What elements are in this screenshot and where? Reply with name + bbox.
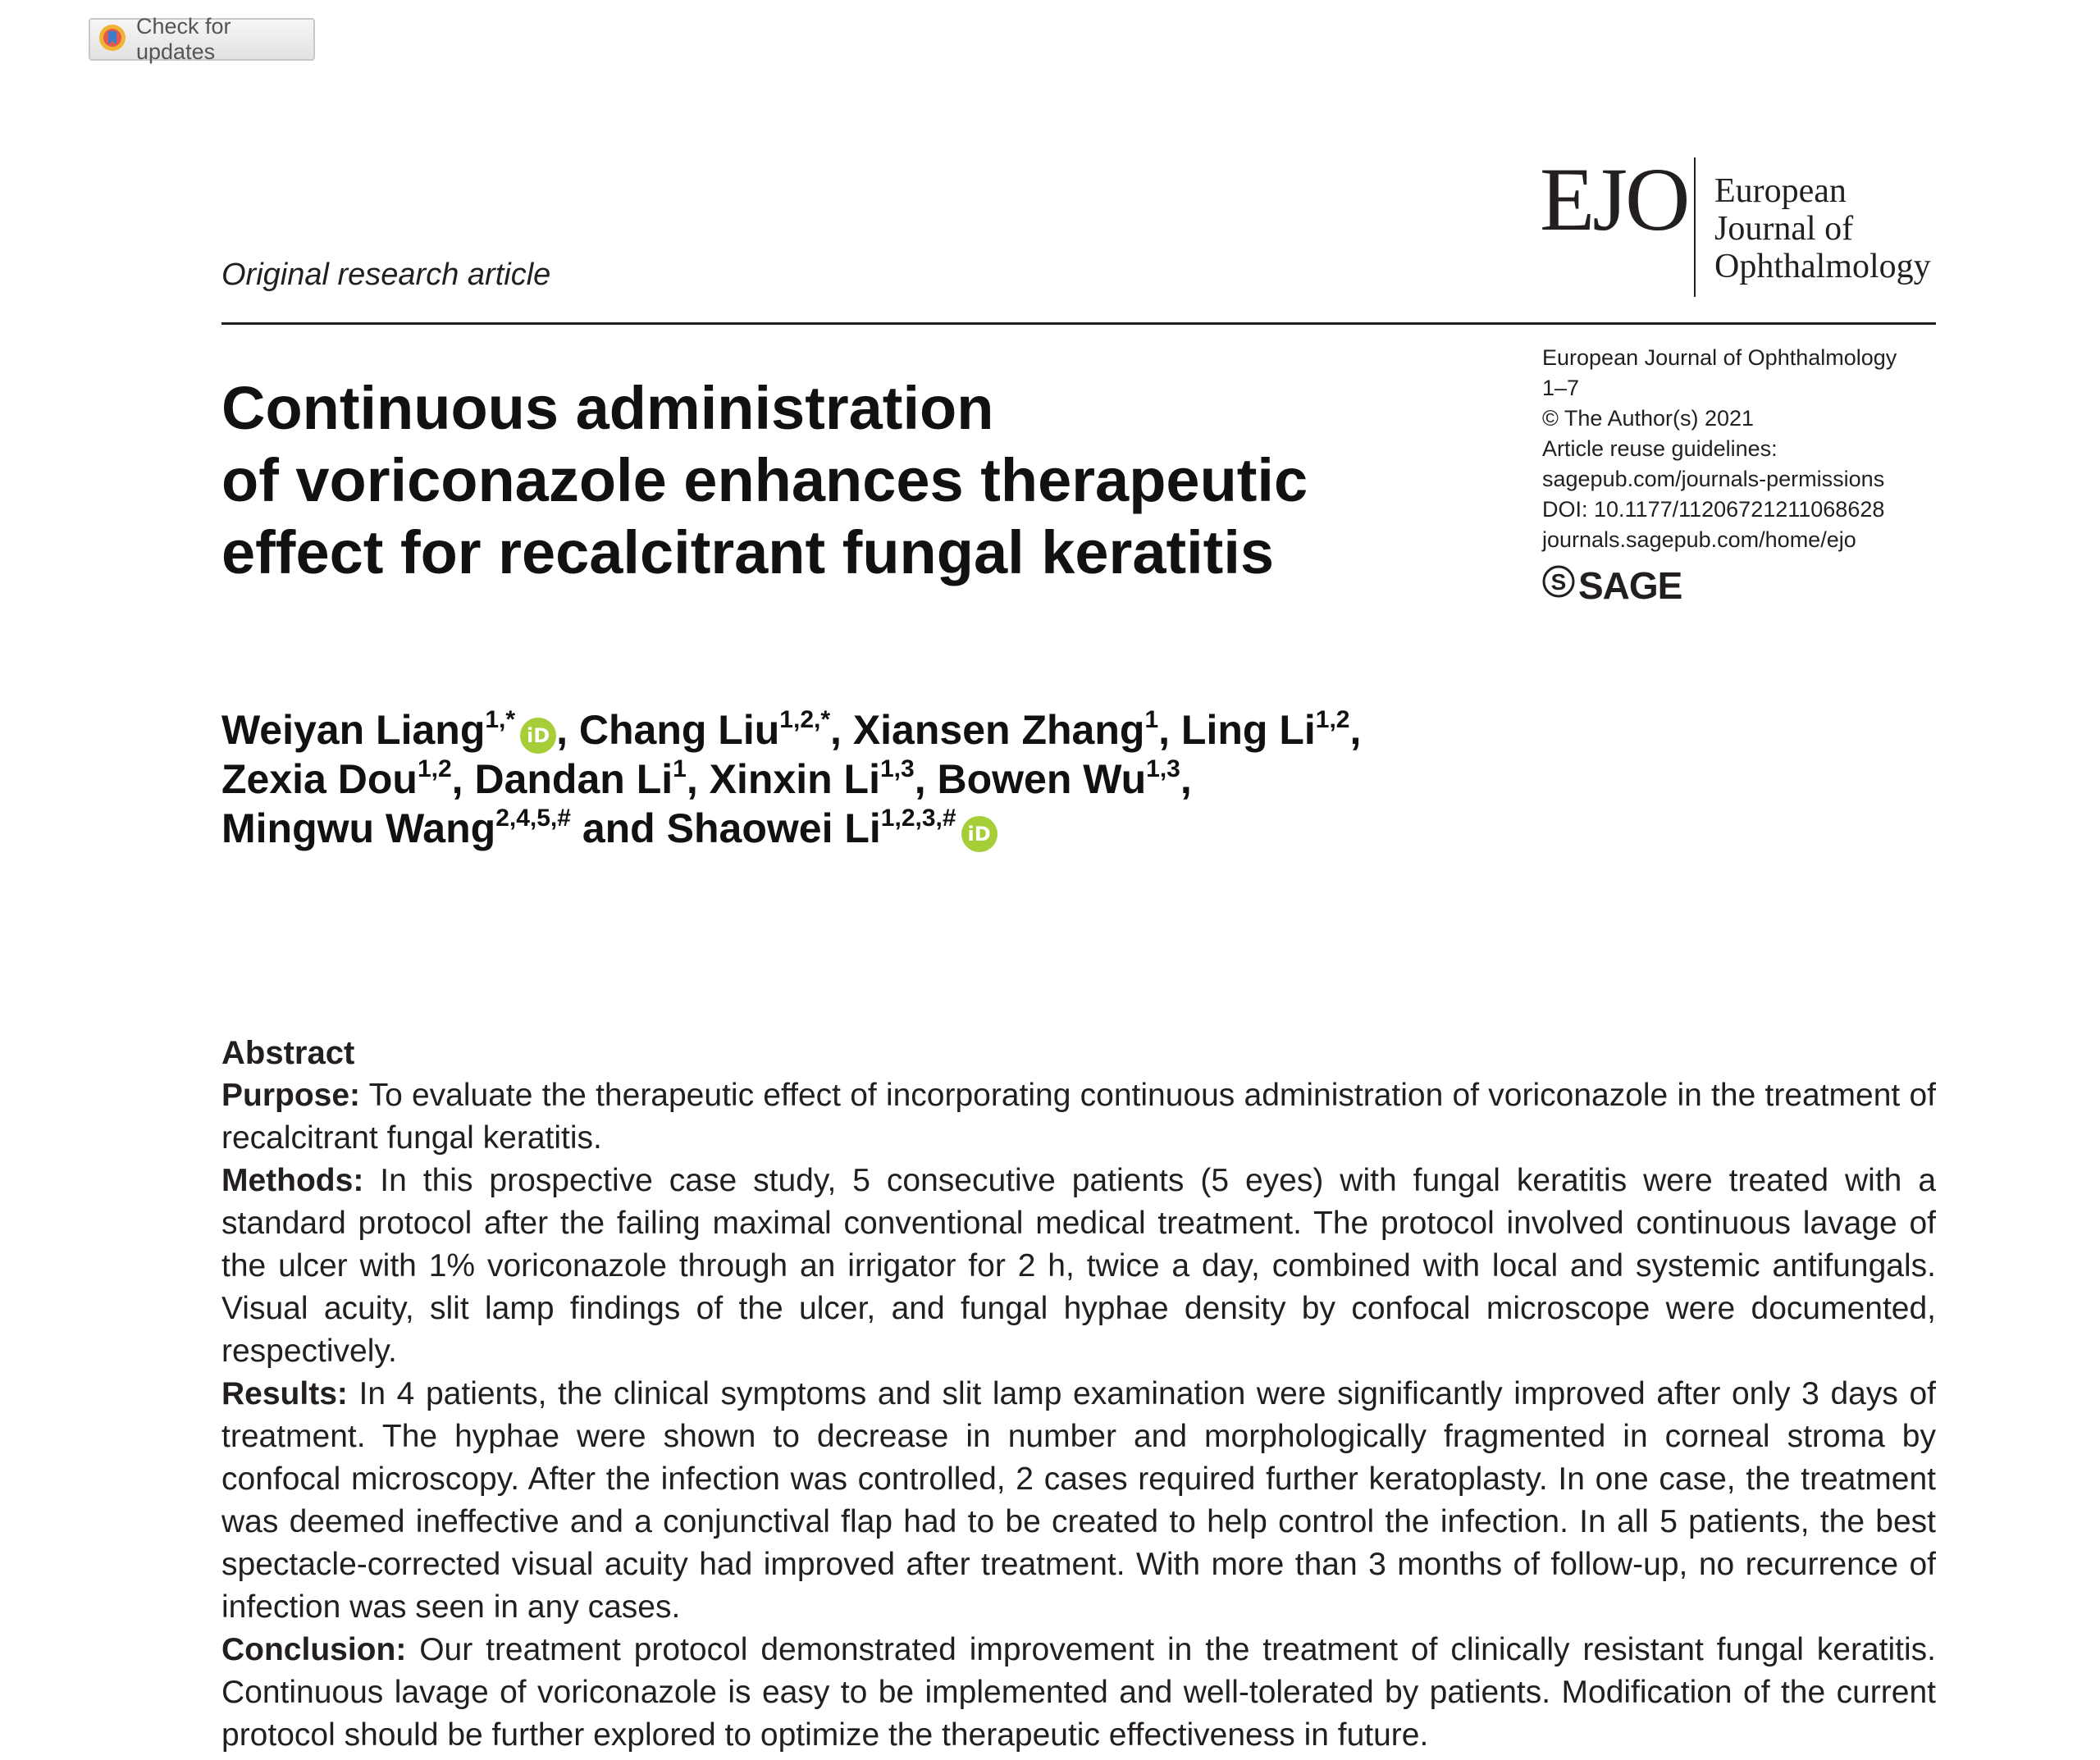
journal-logo-mark: EJO (1540, 149, 1688, 249)
header-rule (221, 322, 1936, 325)
author-separator: , (1349, 707, 1362, 753)
meta-reuse-link[interactable]: sagepub.com/journals-permissions (1542, 467, 1885, 491)
sage-icon (1542, 565, 1575, 606)
author-separator: and (570, 805, 667, 851)
meta-doi-link[interactable]: DOI: 10.1177/11206721211068628 (1542, 497, 1885, 522)
purpose-text: To evaluate the therapeutic effect of incorporating continuous administration of voriconazole in the treatment of recalcitrant fungal keratitis. (221, 1078, 1936, 1156)
author-affiliation: 1,2 (417, 755, 452, 782)
author-separator: , (451, 756, 475, 802)
author-name: Chang Liu (578, 707, 780, 753)
meta-reuse-label: Article reuse guidelines: (1542, 436, 1778, 461)
abstract-results (221, 1373, 1936, 1629)
article-title (221, 372, 1518, 589)
author-name: Dandan Li (474, 756, 673, 802)
meta-journal-link[interactable]: journals.sagepub.com/home/ejo (1542, 527, 1856, 552)
results-label: Results: (221, 1376, 348, 1411)
abstract-purpose (221, 1074, 1936, 1160)
author-affiliation: 2,4,5,# (495, 805, 571, 832)
author-name: Ling Li (1180, 707, 1316, 753)
methods-label: Methods: (221, 1163, 364, 1198)
meta-pages: 1–7 (1542, 376, 1580, 400)
meta-journal-name: European Journal of Ophthalmology (1542, 345, 1897, 370)
abstract-heading: Abstract (221, 1035, 355, 1071)
author-name: Shaowei Li (666, 805, 881, 851)
check-for-updates-icon (98, 24, 126, 56)
author-separator: , (830, 707, 853, 753)
author-separator: , (686, 756, 710, 802)
author-affiliation: 1,2,3,# (880, 805, 956, 832)
abstract-conclusion (221, 1629, 1936, 1757)
title-line: effect for recalcitrant fungal keratitis (221, 518, 1275, 586)
author-affiliation: 1,3 (1146, 755, 1180, 782)
author-name: Weiyan Liang (221, 707, 486, 753)
results-text: In 4 patients, the clinical symptoms and slit lamp examination were significantly improved after only 3 days of treatment. The hyphae were shown to decrease in number and morphologically fragmented in corneal stroma by confocal microscopy. After the infection was controlled, 2 cases required further keratoplasty. In one case, the treatment was deemed ineffective and a conjunctival flap had to be created to help control the infection. In all 5 patients, the best spectacle-corrected visual acuity had improved after treatment. With more than 3 months of follow-up, no recurrence of infection was seen in any cases. (221, 1376, 1937, 1625)
title-line: of voriconazole enhances therapeutic (221, 446, 1308, 514)
article-meta (1542, 343, 1936, 606)
title-line: Continuous administration (221, 374, 994, 442)
svg-text:S: S (1550, 569, 1567, 595)
logo-word-line: Ophthalmology (1714, 248, 1931, 285)
author-name: Mingwu Wang (221, 805, 496, 851)
author-affiliation: 1,3 (880, 755, 915, 782)
author-separator: , (1180, 756, 1192, 802)
author-separator: , (556, 707, 579, 753)
author-affiliation: 1,2 (1315, 706, 1350, 733)
logo-word-line: European (1714, 172, 1847, 210)
author-line (221, 705, 1534, 755)
check-for-updates-button[interactable] (89, 14, 315, 64)
check-for-updates-label: Check for updates (136, 14, 231, 64)
conclusion-text: Our treatment protocol demonstrated improvement in the treatment of clinically resistant fungal keratitis. Continuous lavage of voriconazole is easy to be implemented and well-tolerated by patients. Modification of the current protocol should be further explored to optimize the therapeutic effectiveness in future. (221, 1632, 1937, 1753)
author-affiliation: 1,* (485, 706, 516, 733)
journal-logo-words (1714, 172, 1931, 285)
author-name: Xinxin Li (709, 756, 880, 802)
logo-word-line: Journal of (1714, 210, 1854, 248)
author-line (221, 755, 1534, 804)
author-name: Xiansen Zhang (852, 707, 1145, 753)
methods-text: In this prospective case study, 5 consecutive patients (5 eyes) with fungal keratitis were treated with a standard protocol after the failing maximal conventional medical treatment. The protocol involved continuous lavage of the ulcer with 1% voriconazole through an irrigator for 2 h, twice a day, combined with local and systemic antifungals. Visual acuity, slit lamp findings of the ulcer, and fungal hyphae density by confocal microscope were documented, respectively. (221, 1163, 1937, 1369)
abstract-methods (221, 1160, 1936, 1373)
meta-copyright: © The Author(s) 2021 (1542, 406, 1755, 431)
author-affiliation: 1 (673, 755, 687, 782)
publisher-logo (1542, 565, 1936, 606)
author-name: Zexia Dou (221, 756, 418, 802)
purpose-label: Purpose: (221, 1078, 361, 1113)
author-line (221, 804, 1534, 853)
article-type: Original research article (221, 258, 551, 292)
abstract (221, 1032, 1936, 1757)
author-name: Bowen Wu (937, 756, 1147, 802)
author-affiliation: 1 (1144, 706, 1159, 733)
orcid-icon[interactable]: iD (961, 816, 998, 852)
author-separator: , (1158, 707, 1181, 753)
author-separator: , (914, 756, 938, 802)
author-affiliation: 1,2,* (779, 706, 831, 733)
logo-divider (1694, 157, 1696, 297)
orcid-icon[interactable]: iD (520, 718, 556, 754)
conclusion-label: Conclusion: (221, 1632, 407, 1667)
author-list (221, 705, 1534, 853)
publisher-name: SAGE (1578, 563, 1682, 607)
